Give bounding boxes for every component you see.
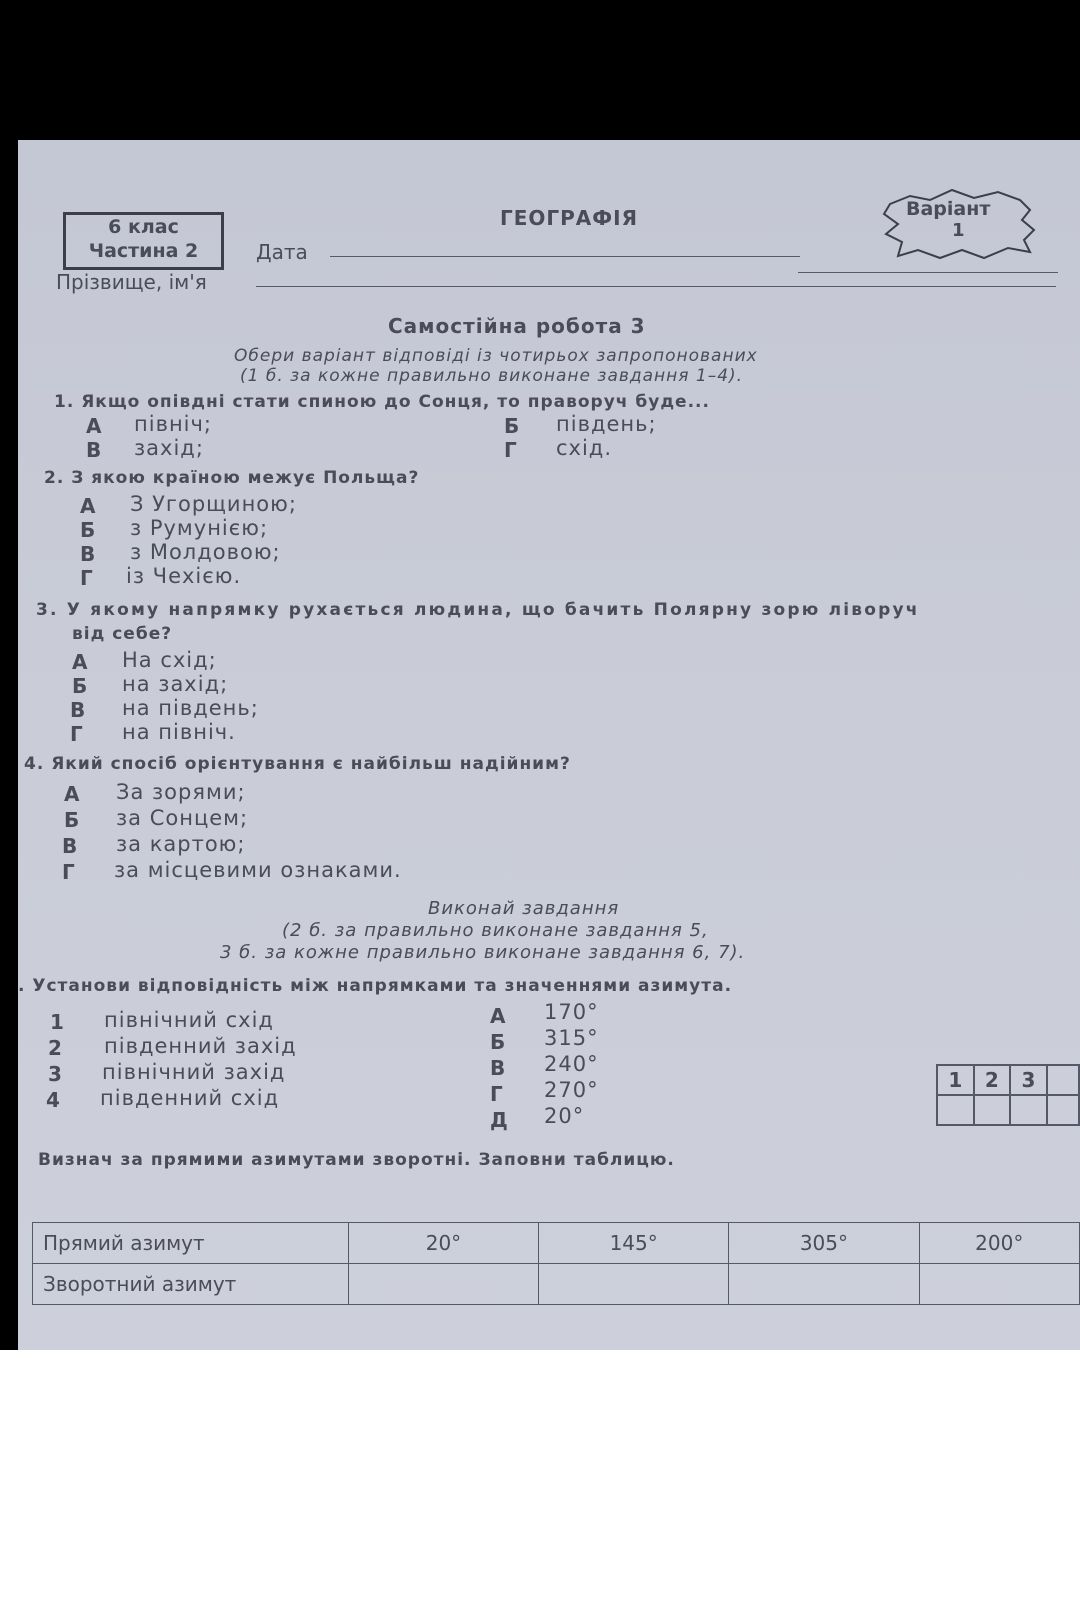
question-3: 3. У якому напрямку рухається людина, що бачить Полярну зорю ліворуч [36, 600, 920, 620]
q4-option-g-letter: Г [62, 860, 75, 884]
task5-right-a-letter: А [490, 1004, 506, 1028]
q1-option-a[interactable]: північ; [134, 412, 212, 436]
task5-right-g: 270° [544, 1078, 599, 1102]
row-reverse-label: Зворотний азимут [33, 1264, 349, 1305]
work-title: Самостійна робота 3 [388, 314, 646, 338]
task5-left-1-num: 1 [50, 1010, 64, 1034]
date-field[interactable] [330, 256, 800, 257]
task5-left-4-num: 4 [46, 1088, 60, 1112]
task5-left-3-num: 3 [48, 1062, 62, 1086]
grid-header-3: 3 [1010, 1065, 1047, 1095]
grid-header-4 [1047, 1065, 1079, 1095]
q1-option-b[interactable]: південь; [556, 412, 657, 436]
grid-header-1: 1 [937, 1065, 974, 1095]
azimuth-table [32, 1222, 1080, 1305]
task5-left-2-num: 2 [48, 1036, 62, 1060]
q2-option-g-letter: Г [80, 566, 93, 590]
subject-title: ГЕОГРАФІЯ [500, 206, 638, 230]
q1-option-b-letter: Б [504, 414, 520, 438]
q3-option-g-letter: Г [70, 722, 83, 746]
task5-right-d-letter: Д [490, 1108, 508, 1132]
instructions-line-2: (1 б. за кожне правильно виконане завдання 1–4). [240, 366, 744, 386]
q3-option-v[interactable]: на південь; [122, 696, 259, 720]
q1-option-g-letter: Г [504, 438, 517, 462]
q3-option-v-letter: В [70, 698, 86, 722]
grid-answer-3[interactable] [1010, 1095, 1047, 1125]
q2-option-v-letter: В [80, 542, 96, 566]
task5-right-v: 240° [544, 1052, 599, 1076]
direct-azimuth-4: 200° [919, 1223, 1079, 1264]
reverse-azimuth-1[interactable] [348, 1264, 538, 1305]
q3-option-a[interactable]: На схід; [122, 648, 217, 672]
question-2: 2. З якою країною межує Польща? [44, 468, 420, 488]
task5-left-1: північний схід [104, 1008, 274, 1032]
variant-badge [880, 186, 1040, 264]
instructions2-line-3: 3 б. за кожне правильно виконане завдання 6, 7). [220, 942, 746, 963]
q4-option-v[interactable]: за картою; [116, 832, 246, 856]
q3-option-b[interactable]: на захід; [122, 672, 229, 696]
instructions2-line-2: (2 б. за правильно виконане завдання 5, [282, 920, 709, 941]
task5-right-b-letter: Б [490, 1030, 506, 1054]
grid-header-2: 2 [974, 1065, 1011, 1095]
task-5: . Установи відповідність між напрямками та значеннями азимута. [18, 976, 733, 996]
q1-option-g[interactable]: схід. [556, 436, 613, 460]
date-label: Дата [256, 240, 308, 264]
task5-answer-grid [936, 1064, 1080, 1126]
instructions2-line-1: Виконай завдання [428, 898, 620, 919]
question-4: 4. Який спосіб орієнтування є найбільш надійним? [24, 754, 571, 774]
grid-answer-2[interactable] [974, 1095, 1011, 1125]
grid-answer-1[interactable] [937, 1095, 974, 1125]
task5-right-b: 315° [544, 1026, 599, 1050]
q3-option-b-letter: Б [72, 674, 88, 698]
direct-azimuth-2: 145° [539, 1223, 729, 1264]
q3-option-a-letter: А [72, 650, 88, 674]
question-3-continued: від себе? [72, 624, 173, 644]
q1-option-a-letter: А [86, 414, 102, 438]
q1-option-v-letter: В [86, 438, 102, 462]
q2-option-a-letter: А [80, 494, 96, 518]
q4-option-a-letter: А [64, 782, 80, 806]
name-label: Прізвище, ім'я [56, 270, 207, 294]
q4-option-b[interactable]: за Сонцем; [116, 806, 249, 830]
q3-option-g[interactable]: на північ. [122, 720, 236, 744]
reverse-azimuth-4[interactable] [919, 1264, 1079, 1305]
direct-azimuth-3: 305° [729, 1223, 919, 1264]
question-1: 1. Якщо опівдні стати спиною до Сонця, то праворуч буде... [54, 392, 710, 412]
worksheet-page [18, 140, 1080, 1350]
variant-number: 1 [952, 220, 965, 241]
task5-left-4: південний схід [100, 1086, 280, 1110]
task5-right-v-letter: В [490, 1056, 506, 1080]
q2-option-a[interactable]: З Угорщиною; [130, 492, 297, 516]
grid-answer-4[interactable] [1047, 1095, 1079, 1125]
q2-option-v[interactable]: з Молдовою; [130, 540, 281, 564]
task5-right-a: 170° [544, 1000, 599, 1024]
variant-label: Варіант [906, 198, 991, 220]
background-bottom [0, 1350, 1080, 1620]
task5-left-2: південний захід [104, 1034, 297, 1058]
instructions-line-1: Обери варіант відповіді із чотирьох запропонованих [234, 346, 758, 366]
reverse-azimuth-2[interactable] [539, 1264, 729, 1305]
part-label: Частина 2 [88, 240, 199, 262]
q1-option-v[interactable]: захід; [134, 436, 204, 460]
task-6: Визнач за прямими азимутами зворотні. Заповни таблицю. [38, 1150, 675, 1170]
task5-right-g-letter: Г [490, 1082, 503, 1106]
grade-label: 6 клас [108, 216, 179, 238]
direct-azimuth-1: 20° [348, 1223, 538, 1264]
reverse-azimuth-3[interactable] [729, 1264, 919, 1305]
row-direct-label: Прямий азимут [33, 1223, 349, 1264]
q2-option-b[interactable]: з Румунією; [130, 516, 269, 540]
header-rule [798, 272, 1058, 273]
q2-option-g[interactable]: із Чехією. [126, 564, 242, 588]
task5-right-d: 20° [544, 1104, 585, 1128]
task5-left-3: північний захід [102, 1060, 286, 1084]
q4-option-g[interactable]: за місцевими ознаками. [114, 858, 402, 882]
q4-option-v-letter: В [62, 834, 78, 858]
q2-option-b-letter: Б [80, 518, 96, 542]
grade-box [63, 212, 224, 270]
q4-option-a[interactable]: За зорями; [116, 780, 246, 804]
name-field[interactable] [256, 286, 1056, 287]
q4-option-b-letter: Б [64, 808, 80, 832]
